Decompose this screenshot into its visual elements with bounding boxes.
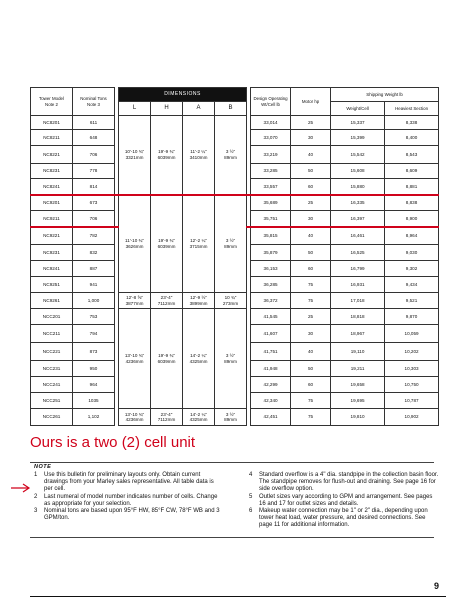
dim-imperial: 14'-2 ¼": [190, 353, 207, 359]
cell-dim-l: [119, 195, 151, 293]
notes-section: [30, 460, 439, 538]
cell-heaviest-section: 9,870: [385, 309, 439, 325]
dim-metric: 3321mm: [125, 154, 144, 160]
tower-dimensions-table: [30, 87, 439, 426]
cell-operating-weight: 33,557: [251, 179, 291, 195]
cell-tower-model: NCC221: [31, 343, 73, 361]
column-gap: [115, 277, 119, 293]
cell-tower-model: NC9211: [31, 211, 73, 227]
column-gap: [115, 130, 119, 146]
note-item: [34, 494, 224, 508]
header-dim-b: B: [215, 102, 247, 116]
header-weight-cell: Weight/Cell: [331, 102, 385, 116]
table-row: [31, 195, 439, 211]
notes-bottom-rule: [30, 537, 434, 538]
cell-tower-model: NC9251: [31, 277, 73, 293]
cell-weight-per-cell: 15,337: [331, 116, 385, 130]
cell-dim-l: [119, 409, 151, 426]
table-row: [31, 409, 439, 426]
cell-weight-per-cell: 16,397: [331, 211, 385, 227]
note-text: Outlet sizes vary according to GPM and arrangement. See pages 16 and 17 for outlet sizes and details.: [259, 493, 433, 507]
dim-imperial: 13'-10 ¾": [124, 353, 145, 359]
cell-operating-weight: 35,879: [251, 245, 291, 261]
cell-dim-a: [183, 309, 215, 409]
cell-dim-h: [151, 309, 183, 409]
cell-dim-b: [215, 309, 247, 409]
dim-metric: 6039mm: [157, 243, 176, 249]
cell-operating-weight: 33,070: [251, 130, 291, 146]
header-nominal-tons: Nominal Tons Note 3: [73, 88, 115, 116]
dim-imperial: 3 ½": [225, 353, 236, 359]
cell-weight-per-cell: 16,525: [331, 245, 385, 261]
cell-weight-per-cell: 18,967: [331, 325, 385, 343]
cell-motor-hp: 30: [291, 130, 331, 146]
note-item: [249, 494, 439, 508]
cell-nominal-tons: 673: [73, 195, 115, 211]
cell-nominal-tons: 964: [73, 377, 115, 393]
cell-operating-weight: 41,751: [251, 343, 291, 361]
cell-motor-hp: 60: [291, 261, 331, 277]
dim-metric: 7112mm: [157, 417, 176, 422]
header-dim-h: H: [151, 102, 183, 116]
cell-dim-b: [215, 116, 247, 195]
cell-weight-per-cell: 16,461: [331, 227, 385, 245]
dim-imperial: 23'-4": [160, 295, 173, 301]
cell-nominal-tons: 950: [73, 361, 115, 377]
dim-metric: 4325mm: [189, 417, 208, 422]
cell-tower-model: NC8201: [31, 116, 73, 130]
cell-nominal-tons: 706: [73, 146, 115, 164]
cell-motor-hp: 50: [291, 245, 331, 261]
cell-dim-h: [151, 409, 183, 426]
cell-nominal-tons: 1,000: [73, 293, 115, 309]
cell-tower-model: NCC201: [31, 309, 73, 325]
cell-dim-b: [215, 195, 247, 293]
cell-nominal-tons: 706: [73, 211, 115, 227]
cell-tower-model: NCC261: [31, 409, 73, 426]
cell-tower-model: NCC251: [31, 393, 73, 409]
cell-motor-hp: 75: [291, 409, 331, 426]
cell-dim-l: [119, 293, 151, 309]
note-number: 3: [34, 508, 38, 515]
cell-operating-weight: 35,689: [251, 195, 291, 211]
dim-imperial: 19'-9 ¾": [158, 353, 175, 359]
dim-imperial: 12'-2 ¼": [190, 238, 207, 244]
cell-tower-model: NC8241: [31, 179, 73, 195]
note-number: 5: [249, 493, 253, 500]
cell-nominal-tons: 1035: [73, 393, 115, 409]
cell-dim-a: [183, 293, 215, 309]
header-dim-l: L: [119, 102, 151, 116]
dim-imperial: 10 ¾": [224, 295, 237, 301]
cell-nominal-tons: 814: [73, 179, 115, 195]
cell-motor-hp: 50: [291, 164, 331, 179]
note-text: Standard overflow is a 4" dia. standpipe in the collection basin floor. The standpipe removes for flush-out and draining. See page 16 for side overflow option.: [259, 472, 439, 493]
cell-dim-a: [183, 409, 215, 426]
notes-top-rule: [30, 462, 434, 463]
cell-nominal-tons: 887: [73, 261, 115, 277]
dim-metric: 3715mm: [189, 243, 208, 249]
dim-metric: 89mm: [224, 358, 237, 364]
cell-weight-per-cell: 15,608: [331, 164, 385, 179]
cell-weight-per-cell: 16,799: [331, 261, 385, 277]
dim-imperial: 19'-9 ¾": [158, 238, 175, 244]
cell-dim-a: [183, 195, 215, 293]
cell-motor-hp: 40: [291, 343, 331, 361]
dim-metric: 89mm: [224, 154, 237, 160]
cell-heaviest-section: 10,303: [385, 361, 439, 377]
cell-operating-weight: 42,451: [251, 409, 291, 426]
column-gap: [115, 164, 119, 179]
cell-motor-hp: 75: [291, 277, 331, 293]
notes-title: NOTE: [34, 464, 52, 470]
cell-operating-weight: 42,340: [251, 393, 291, 409]
cell-tower-model: NCC241: [31, 377, 73, 393]
cell-motor-hp: 75: [291, 293, 331, 309]
dim-metric: 3410mm: [189, 154, 208, 160]
table-row: [31, 309, 439, 325]
cell-tower-model: NC8211: [31, 130, 73, 146]
cell-nominal-tons: 753: [73, 309, 115, 325]
cell-dim-b: [215, 293, 247, 309]
dim-metric: 4325mm: [189, 358, 208, 364]
cell-weight-per-cell: 19,110: [331, 343, 385, 361]
cell-operating-weight: 33,014: [251, 116, 291, 130]
table-body: [31, 116, 439, 426]
dim-imperial: 14'-2 ¼": [190, 411, 207, 417]
cell-tower-model: NC9241: [31, 261, 73, 277]
cell-heaviest-section: 8,400: [385, 130, 439, 146]
dim-imperial: 10'-10 ¾": [124, 149, 145, 155]
cell-heaviest-section: 9,521: [385, 293, 439, 309]
cell-dim-h: [151, 116, 183, 195]
cell-nominal-tons: 782: [73, 227, 115, 245]
dim-imperial: 12'-8 ⅝": [126, 295, 143, 301]
dim-metric: 273mm: [222, 300, 239, 306]
cell-heaviest-section: 8,338: [385, 116, 439, 130]
note-item: [34, 508, 224, 522]
cell-nominal-tons: 832: [73, 245, 115, 261]
cell-motor-hp: 75: [291, 393, 331, 409]
cell-heaviest-section: 8,609: [385, 164, 439, 179]
cell-heaviest-section: 9,434: [385, 277, 439, 293]
dim-imperial: 3 ½": [225, 149, 236, 155]
dim-metric: 7112mm: [157, 300, 176, 306]
cell-operating-weight: 33,219: [251, 146, 291, 164]
dim-imperial: 3 ½": [225, 411, 236, 417]
cell-motor-hp: 60: [291, 377, 331, 393]
page-footer-rule: [30, 596, 446, 597]
dim-metric: 3877mm: [125, 300, 144, 306]
dim-metric: 3899mm: [189, 300, 208, 306]
cell-operating-weight: 36,285: [251, 277, 291, 293]
cell-heaviest-section: 9,030: [385, 245, 439, 261]
cell-operating-weight: 41,948: [251, 361, 291, 377]
dim-metric: 3626mm: [125, 243, 144, 249]
cell-nominal-tons: 611: [73, 116, 115, 130]
cell-nominal-tons: 648: [73, 130, 115, 146]
cell-weight-per-cell: 19,658: [331, 377, 385, 393]
header-tower-model: Tower Model Note 2: [31, 88, 73, 116]
cell-motor-hp: 25: [291, 195, 331, 211]
cell-operating-weight: 36,153: [251, 261, 291, 277]
notes-left-column: [34, 472, 224, 522]
cell-operating-weight: 36,372: [251, 293, 291, 309]
note-number: 4: [249, 472, 253, 478]
column-gap: [115, 245, 119, 261]
cell-dim-h: [151, 293, 183, 309]
cell-weight-per-cell: 19,695: [331, 393, 385, 409]
note-item: [249, 472, 439, 494]
note-text: Nominal tons are based upon 95°F HW, 85°F CW, 78°F WB and 3 GPM/ton.: [44, 508, 220, 522]
note-text: Makeup water connection may be 1" or 2" dia., depending upon tower heat load, water pressure, and desired connections. See page 11 for additional information.: [259, 508, 428, 529]
cell-heaviest-section: 10,787: [385, 393, 439, 409]
cell-tower-model: NC8221: [31, 146, 73, 164]
dim-imperial: 3 ½": [225, 238, 236, 244]
cell-motor-hp: 30: [291, 211, 331, 227]
cell-dim-h: [151, 195, 183, 293]
page-number: 9: [434, 581, 440, 591]
dim-imperial: 11'-10 ¾": [124, 238, 145, 244]
header-dim-a: A: [183, 102, 215, 116]
note-text: Last numeral of model number indicates number of cells. Change as appropriate for your selection.: [44, 493, 218, 507]
header-heaviest-section: Heaviest Section: [385, 102, 439, 116]
cell-weight-per-cell: 16,931: [331, 277, 385, 293]
cell-nominal-tons: 941: [73, 277, 115, 293]
column-gap: [115, 377, 119, 393]
column-gap: [115, 393, 119, 409]
cell-weight-per-cell: 15,542: [331, 146, 385, 164]
cell-weight-per-cell: 17,018: [331, 293, 385, 309]
column-gap: [115, 146, 119, 164]
cell-motor-hp: 25: [291, 309, 331, 325]
dim-metric: 89mm: [224, 417, 237, 422]
cell-motor-hp: 60: [291, 179, 331, 195]
cell-operating-weight: 41,607: [251, 325, 291, 343]
column-gap: [115, 261, 119, 277]
cell-tower-model: NCC211: [31, 325, 73, 343]
cell-nominal-tons: 794: [73, 325, 115, 343]
dim-metric: 4236mm: [125, 417, 144, 422]
dim-imperial: 11'-2 ¼": [190, 149, 207, 155]
cell-tower-model: NCC231: [31, 361, 73, 377]
dim-metric: 6039mm: [157, 154, 176, 160]
dim-imperial: 23'-4": [160, 411, 173, 417]
cell-weight-per-cell: 15,880: [331, 179, 385, 195]
cell-unit-heading: Ours is a two (2) cell unit: [30, 434, 196, 451]
note-number: 6: [249, 508, 253, 515]
column-gap: [115, 211, 119, 227]
dim-metric: 4236mm: [125, 358, 144, 364]
notes-right-column: [249, 472, 439, 530]
cell-heaviest-section: 8,838: [385, 195, 439, 211]
header-design-weight: Design Operating Wt/Cell lb: [251, 88, 291, 116]
table-row: [31, 116, 439, 130]
column-gap: [115, 361, 119, 377]
header-shipping-weight: Shipping Weight lb: [331, 88, 439, 102]
cell-tower-model: NC8231: [31, 164, 73, 179]
cell-nominal-tons: 1,102: [73, 409, 115, 426]
cell-motor-hp: 40: [291, 227, 331, 245]
note-item: [34, 472, 224, 494]
cell-heaviest-section: 9,302: [385, 261, 439, 277]
cell-operating-weight: 35,815: [251, 227, 291, 245]
cell-motor-hp: 40: [291, 146, 331, 164]
note-number: 1: [34, 472, 38, 478]
cell-heaviest-section: 10,902: [385, 409, 439, 426]
cell-weight-per-cell: 19,211: [331, 361, 385, 377]
column-gap: [115, 343, 119, 361]
cell-nominal-tons: 778: [73, 164, 115, 179]
dim-imperial: 19'-9 ¾": [158, 149, 175, 155]
dim-imperial: 13'-10 ¾": [124, 411, 145, 417]
cell-heaviest-section: 8,543: [385, 146, 439, 164]
cell-operating-weight: 42,299: [251, 377, 291, 393]
column-gap: [115, 325, 119, 343]
cell-tower-model: NC9231: [31, 245, 73, 261]
dim-imperial: 12'-9 ½": [190, 295, 207, 301]
note-number: 2: [34, 493, 38, 500]
cell-weight-per-cell: 18,818: [331, 309, 385, 325]
cell-operating-weight: 41,545: [251, 309, 291, 325]
cell-heaviest-section: 10,059: [385, 325, 439, 343]
cell-operating-weight: 35,751: [251, 211, 291, 227]
cell-dim-l: [119, 309, 151, 409]
cell-nominal-tons: 873: [73, 343, 115, 361]
cell-tower-model: NC9261: [31, 293, 73, 309]
cell-operating-weight: 33,285: [251, 164, 291, 179]
column-gap: [115, 179, 119, 195]
cell-tower-model: NC9221: [31, 227, 73, 245]
cell-heaviest-section: 10,750: [385, 377, 439, 393]
cell-weight-per-cell: 15,399: [331, 130, 385, 146]
column-gap: [115, 227, 119, 245]
dim-metric: 6039mm: [157, 358, 176, 364]
cell-dim-l: [119, 116, 151, 195]
cell-motor-hp: 50: [291, 361, 331, 377]
cell-motor-hp: 30: [291, 325, 331, 343]
table-row: [31, 293, 439, 309]
cell-heaviest-section: 8,881: [385, 179, 439, 195]
note-item: [249, 508, 439, 530]
cell-heaviest-section: 8,964: [385, 227, 439, 245]
cell-tower-model: NC9201: [31, 195, 73, 211]
cell-heaviest-section: 10,202: [385, 343, 439, 361]
cell-dim-a: [183, 116, 215, 195]
note-text: Use this bulletin for preliminary layouts only. Obtain current drawings from your Marley sales representative. All table data is per cell.: [44, 472, 214, 493]
header-motor-hp: Motor hp: [291, 88, 331, 116]
header-dimensions: DIMENSIONS: [119, 88, 247, 102]
cell-motor-hp: 25: [291, 116, 331, 130]
cell-weight-per-cell: 16,335: [331, 195, 385, 211]
cell-dim-b: [215, 409, 247, 426]
dim-metric: 89mm: [224, 243, 237, 249]
cell-heaviest-section: 8,900: [385, 211, 439, 227]
cell-weight-per-cell: 19,810: [331, 409, 385, 426]
